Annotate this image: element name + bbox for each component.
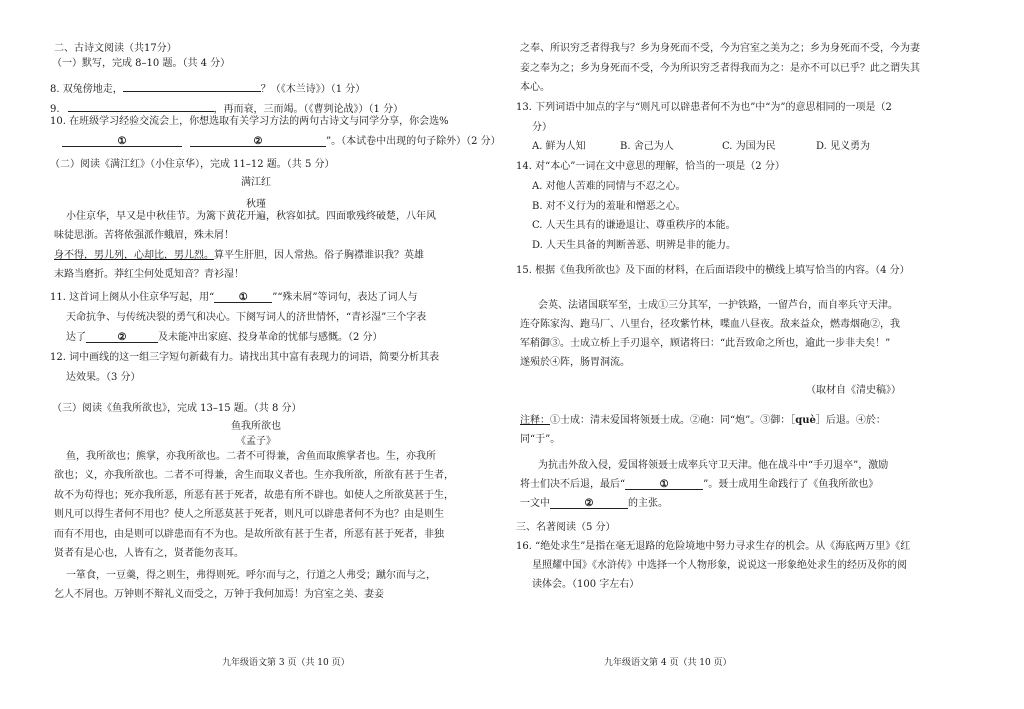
text-title: 鱼我所欲也: [231, 421, 281, 432]
material-line: 连夺陈家沟、跑马厂、八里台，径攻紫竹林，喋血八昼夜。敌来益众，燃毒烟砲②，我: [520, 319, 900, 330]
text-line: 贤者有是心也，人皆有之，贤者能勿丧耳。: [54, 548, 244, 559]
answer-blank[interactable]: [68, 100, 214, 112]
answer-blank-2[interactable]: ②: [190, 135, 326, 147]
question-11-text: 天命抗争、与传统决裂的勇气和决心。下阕写词人的济世情怀，“青衫湿”三个字表: [66, 312, 427, 323]
paragraph-line: 将士们决不后退，最后“ ① ”。聂士成用生命践行了《鱼我所欲也》: [520, 479, 879, 490]
material-line: 遂殒於④阵，肠胃洞流。: [520, 357, 630, 368]
poem-line: 味徒思浙。苦将侬强派作蛾眉，殊未屑！: [54, 230, 234, 241]
option-d[interactable]: D. 见义勇为: [816, 141, 871, 152]
question-11-text: 达了 ② 及未能冲出家庭、投身革命的忧郁与感慨。（2 分）: [66, 332, 383, 343]
text-line: 妾之奉为之；乡为身死而不受，今为所识穷乏者得我而为之：是亦不可以已乎？此之谓失其: [520, 63, 920, 74]
option-a[interactable]: A. 对他人苦难的同情与不忍之心。: [532, 181, 686, 192]
page-4: [512, 0, 1024, 709]
page-footer: 九年级语文第 3 页（共 10 页）: [222, 658, 350, 668]
paragraph-line: 为抗击外敌入侵，爱国将领聂士成率兵守卫天津。他在战斗中“手刃退卒”，激励: [538, 460, 889, 471]
question-9: 9. ，再而衰，三而竭。（《曹刿论战》）（1 分）: [50, 100, 403, 117]
text-line: 本心。: [520, 82, 550, 93]
question-16-text: 星照耀中国》《水浒传》中选择一个人物形象，说说这一形象绝处求生的经历及你的阅: [532, 560, 907, 571]
answer-blank-1[interactable]: ①: [625, 478, 703, 490]
question-14: 14. 对“本心”一词在文中意思的理解，恰当的一项是（2 分）: [516, 161, 785, 172]
text-line: 乞人不屑也。万钟则不辩礼义而受之，万钟于我何加焉！为宫室之美、妻妾: [54, 589, 384, 600]
text-line: 一箪食，一豆羹，得之则生，弗得则死。呼尔而与之，行道之人弗受；蹴尔而与之，: [66, 570, 436, 581]
annotation: 同“于”。: [520, 434, 561, 445]
material-line: 军稍御③。士成立桥上手刃退卒，顾诸将曰：“此吾致命之所也，逾此一步非夫矣！”: [520, 338, 891, 349]
question-13: 13. 下列词语中加点的字与“则凡可以辟患者何不为也”中“为”的意思相同的一项是（2: [516, 102, 892, 113]
text-line: 之奉、所识穷乏者得我与？乡为身死而不受，今为宫室之美为之；乡为身死而不受，今为妻: [520, 43, 920, 54]
poem-line: 身不得，男儿列，心却比，男儿烈。算平生肝胆，因人常热。俗子胸襟谁识我？英雄: [54, 250, 424, 261]
text-line: 则凡可以得生者何不用也？使人之所恶莫甚于死者，则凡可以辟患者何不为也？由是则生: [54, 509, 444, 520]
section-3-title: 三、名著阅读（5 分）: [516, 522, 616, 533]
answer-blank-1[interactable]: ①: [214, 291, 272, 303]
question-12: 12. 词中画线的这一组三字短句新截有力。请找出其中富有表现力的词语，简要分析其表: [50, 352, 440, 363]
subsection-2-title: （二）阅读《满江红》（小住京华），完成 11–12 题。（共 5 分）: [50, 159, 335, 170]
poem-line: 末路当磨折。莽红尘何处觅知音？青衫湿！: [54, 269, 244, 280]
question-16: 16. “绝处求生”是指在毫无退路的危险境地中努力寻求生存的机会。从《海底两万里》《红: [516, 541, 911, 552]
paragraph-line: 一文中 ② 的主张。: [520, 498, 668, 509]
question-13-text: 分）: [532, 122, 552, 133]
material-line: 会英、法诸国联军至，士成①三分其军，一护铁路，一留芦台，而自率兵守天津。: [538, 300, 898, 311]
option-a[interactable]: A. 鲜为人知: [532, 141, 586, 152]
poem-title: 满江红: [241, 177, 271, 188]
question-11: 11. 这首词上阕从小住京华写起，用“ ① ”“殊未屑”等词句，表达了词人与: [50, 292, 418, 303]
option-c[interactable]: C. 为国为民: [722, 141, 776, 152]
text-line: 鱼，我所欲也；熊掌，亦我所欲也。二者不可得兼，舍鱼而取熊掌者也。生，亦我所: [66, 451, 436, 462]
question-10-blanks: ① ② ”。（本试卷中出现的句子除外）（2 分）: [62, 135, 501, 149]
poem-author: 秋瑾: [246, 199, 266, 210]
option-b[interactable]: B. 舍己为人: [620, 141, 674, 152]
answer-blank-2[interactable]: ②: [550, 497, 628, 509]
question-16-text: 读体会。（100 字左右）: [532, 579, 640, 590]
text-line: 欲也；义，亦我所欲也。二者不可得兼，舍生而取义者也。生亦我所欲，所欲有甚于生者，: [54, 470, 454, 481]
text-line: 故不为苟得也；死亦我所恶，所恶有甚于死者，故患有所不辟也。如使人之所欲莫甚于生，: [54, 490, 454, 501]
question-15: 15. 根据《鱼我所欲也》及下面的材料，在后面语段中的横线上填写恰当的内容。（4 分）: [516, 265, 910, 276]
subsection-3-title: （三）阅读《鱼我所欲也》，完成 13–15 题。（共 8 分）: [52, 403, 302, 414]
text-author: 《孟子》: [236, 436, 276, 447]
subsection-1-title: （一）默写，完成 8–10 题。（共 4 分）: [52, 58, 231, 69]
text-line: 而有不用也，由是则可以辟患而有不为也。是故所欲有甚于生者，所恶有甚于死者，非独: [54, 529, 444, 540]
question-12-text: 达效果。（3 分）: [66, 372, 141, 383]
question-10: 10. 在班级学习经验交流会上，你想选取有关学习方法的两句古诗文与同学分享，你会选%: [50, 116, 449, 127]
poem-line: 小住京华，早又是中秋佳节。为篱下黄花开遍，秋容如拭。四面歌残终破楚，八年风: [66, 211, 436, 222]
material-source: （取材自《清史稿》）: [806, 385, 901, 396]
answer-blank-2[interactable]: ②: [86, 331, 158, 343]
underlined-phrase: 身不得，男儿列，心却比，男儿烈。: [54, 250, 214, 261]
answer-blank-1[interactable]: ①: [62, 135, 182, 147]
answer-blank[interactable]: [123, 80, 261, 92]
annotation: 注释：①士成：清末爱国将领聂士成。②砲：同“炮”。③御：［què］后退。④於：: [520, 415, 886, 426]
option-c[interactable]: C. 人天生具有的谦逊退让、尊重秩序的本能。: [532, 220, 736, 231]
option-d[interactable]: D. 人天生具备的判断善恶、明辨是非的能力。: [532, 240, 737, 251]
page-footer: 九年级语文第 4 页（共 10 页）: [604, 658, 732, 668]
question-8: 8. 双兔傍地走， ？（《木兰诗》）（1 分）: [50, 80, 365, 97]
section-2-title: 二、古诗文阅读（共17分）: [54, 43, 177, 54]
option-b[interactable]: B. 对不义行为的羞耻和憎恶之心。: [532, 201, 686, 212]
